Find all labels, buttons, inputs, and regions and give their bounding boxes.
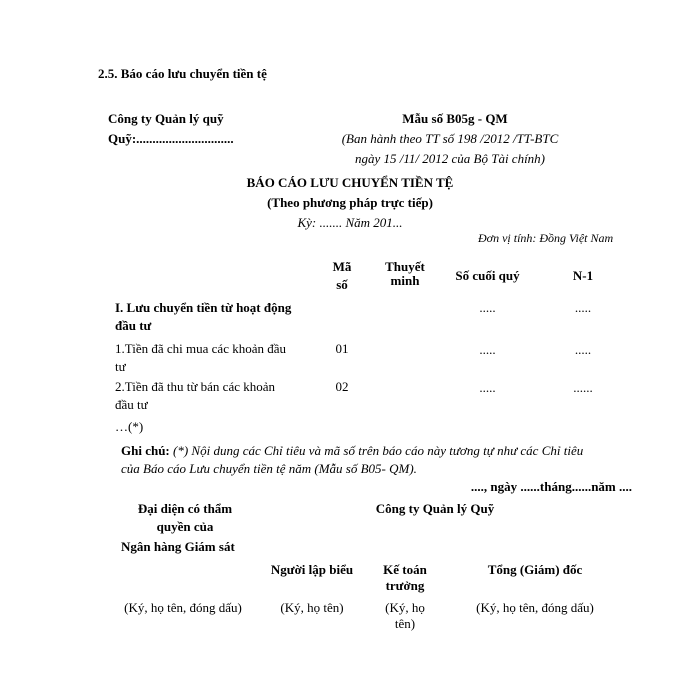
table-row-label: I. Lưu chuyển tiền từ hoạt động bbox=[115, 300, 292, 315]
note-text: (*) Nội dung các Chỉ tiêu và mã số trên báo cáo này tương tự như các Chỉ tiêu bbox=[173, 443, 584, 458]
header-prior-year: N-1 bbox=[572, 268, 594, 283]
table-ellipsis: …(*) bbox=[115, 419, 144, 434]
table-row-prior-year: ...... bbox=[573, 380, 593, 395]
report-subtitle: (Theo phương pháp trực tiếp) bbox=[267, 195, 433, 210]
table-row-end-of-quarter: ..... bbox=[479, 300, 496, 315]
header-note-line1: Thuyết bbox=[385, 259, 425, 274]
note-label: Ghi chú: bbox=[121, 443, 170, 458]
accountant-sign-note-line1: (Ký, họ bbox=[385, 600, 425, 615]
header-code-line2: số bbox=[336, 277, 348, 292]
table-row-prior-year: ..... bbox=[574, 300, 592, 315]
accountant-sign-note-line2: tên) bbox=[394, 616, 416, 631]
fund-label: Quỹ:.............................. bbox=[108, 131, 234, 146]
issued-by-line2: ngày 15 /11/ 2012 của Bộ Tài chính) bbox=[354, 151, 546, 166]
accountant-title-line1: Kế toán bbox=[383, 562, 427, 577]
table-row-end-of-quarter: ..... bbox=[479, 342, 496, 357]
note-line1 bbox=[121, 443, 583, 459]
note-line2: của Báo cáo Lưu chuyển tiền tệ năm (Mẫu số B05- QM). bbox=[121, 461, 417, 476]
header-end-of-quarter: Số cuối quý bbox=[455, 268, 520, 283]
table-row-label: đầu tư bbox=[115, 397, 148, 412]
table-row-code: 02 bbox=[335, 379, 349, 394]
currency-unit: Đơn vị tính: Đồng Việt Nam bbox=[478, 231, 614, 245]
table-row-label: đầu tư bbox=[115, 318, 152, 333]
section-heading: 2.5. Báo cáo lưu chuyển tiền tệ bbox=[98, 66, 267, 81]
issued-by-line1: (Ban hành theo TT số 198 /2012 /TT-BTC bbox=[341, 131, 559, 146]
table-row-label: 2.Tiền đã thu từ bán các khoản bbox=[115, 379, 276, 394]
report-title: BÁO CÁO LƯU CHUYỂN TIỀN TỆ bbox=[246, 175, 454, 190]
company-label: Công ty Quản lý quỹ bbox=[108, 111, 224, 126]
custodian-sign-note: (Ký, họ tên, đóng dấu) bbox=[124, 600, 242, 615]
table-row-label: tư bbox=[115, 359, 126, 374]
table-row-end-of-quarter: ..... bbox=[479, 380, 496, 395]
preparer-title: Người lập biểu bbox=[270, 562, 354, 577]
table-row-code: 01 bbox=[335, 341, 349, 356]
preparer-sign-note: (Ký, họ tên) bbox=[280, 600, 344, 615]
accountant-title-line2: trưởng bbox=[385, 578, 425, 593]
custodian-title-line3: Ngân hàng Giám sát bbox=[121, 539, 235, 554]
director-sign-note: (Ký, họ tên, đóng dấu) bbox=[476, 600, 594, 615]
custodian-title-line1: Đại diện có thẩm bbox=[137, 501, 233, 516]
table-row-label: 1.Tiền đã chi mua các khoản đầu bbox=[115, 341, 286, 356]
header-code-line1: Mã bbox=[332, 259, 352, 274]
header-note-line2: minh bbox=[390, 273, 420, 288]
date-line: ...., ngày ......tháng......năm .... bbox=[470, 479, 632, 494]
fund-company-title: Công ty Quản lý Quỹ bbox=[375, 501, 495, 516]
form-code: Mẫu số B05g - QM bbox=[402, 111, 508, 126]
report-period: Kỳ: ....... Năm 201... bbox=[297, 215, 403, 230]
table-row-prior-year: ..... bbox=[574, 342, 592, 357]
custodian-title-line2: quyền của bbox=[156, 519, 214, 534]
director-title: Tổng (Giám) đốc bbox=[487, 562, 583, 577]
